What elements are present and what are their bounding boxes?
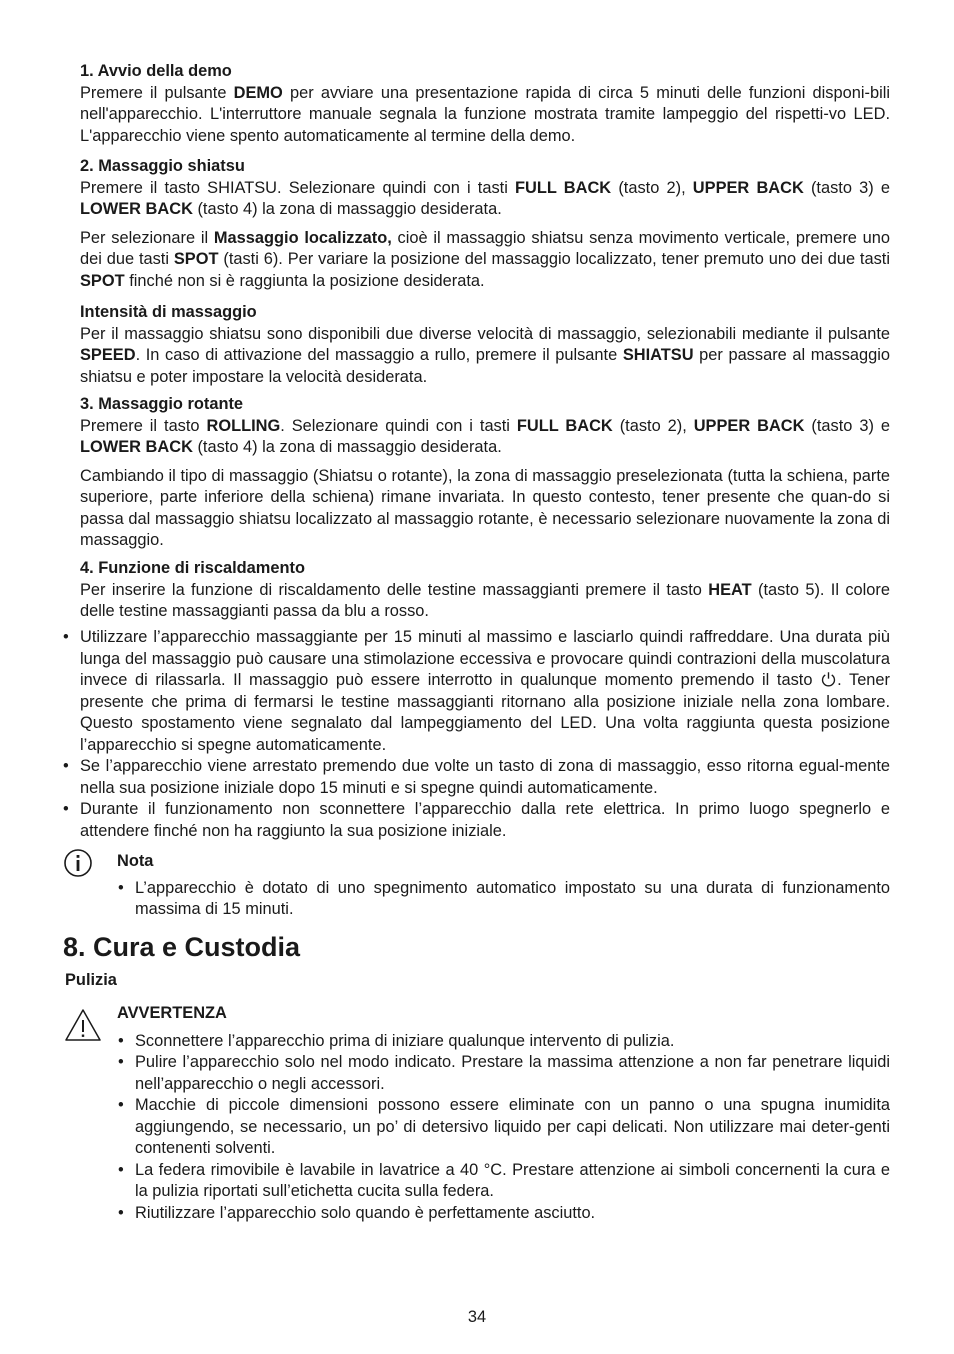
section-demo <box>80 61 890 147</box>
section-subtitle: Pulizia <box>65 971 117 989</box>
list-item: • Pulire l’apparecchio solo nel modo indicato. Prestare la massima attenzione a non far penetrare liquidi nell’apparecchio o negli accessori. <box>135 1052 890 1095</box>
list-item: • Sconnettere l’apparecchio prima di iniziare qualunque intervento di pulizia. <box>135 1031 890 1053</box>
paragraph: Per il massaggio shiatsu sono disponibili due diverse velocità di massaggio, selezionabili mediante il pulsante SPEED. In caso di attivazione del massaggio a rullo, premere il pulsante SHIATSU per passare al massaggio shiatsu e poter impostare la velocità desiderata. <box>80 324 890 386</box>
section-shiatsu <box>80 156 890 292</box>
warning-icon <box>64 1008 102 1042</box>
section-heading: 2. Massaggio shiatsu <box>80 157 245 175</box>
section-intensity <box>80 302 890 388</box>
warning-box <box>117 1003 890 1224</box>
note-box <box>117 851 890 921</box>
list-item: • L’apparecchio è dotato di uno spegnimento automatico impostato su una durata di funzionamento massima di 15 minuti. <box>135 878 890 921</box>
list-item: • Utilizzare l’apparecchio massaggiante per 15 minuti al massimo e lasciarlo quindi raffreddare. Una durata più lunga del massaggio può causare una stimolazione eccessiva e provocare quindi contrazioni della muscolatura invece di rilassarla. Il massaggio può essere interrotto in qualunque momento premendo il tasto . Tener presente che prima di fermarsi le testine massaggianti ritornano alla posizione iniziale nella zona lombare. Questo spostamento viene segnalato dal lampeggiamento del LED. Una volta raggiunta questa posizione l’apparecchio si spegne automaticamente. <box>80 627 890 756</box>
paragraph: Premere il tasto ROLLING. Selezionare quindi con i tasti FULL BACK (tasto 2), UPPER BACK (tasto 3) e LOWER BACK (tasto 4) la zona di massaggio desiderata. <box>80 416 890 456</box>
section-heading: 1. Avvio della demo <box>80 62 232 80</box>
paragraph: Premere il pulsante DEMO per avviare una presentazione rapida di circa 5 minuti delle funzioni disponi-bili nell'apparecchio. L'interruttore manuale segnala la funzione mostrata tramite lampeggio del rispetti-vo LED. L'apparecchio viene spento automaticamente al termine della demo. <box>80 83 890 145</box>
list-item: • La federa rimovibile è lavabile in lavatrice a 40 °C. Prestare attenzione ai simboli concernenti la cura e la pulizia riportati sull’etichetta cucita sulla federa. <box>135 1160 890 1203</box>
section-title: 8. Cura e Custodia <box>63 932 301 962</box>
paragraph: Per selezionare il Massaggio localizzato, cioè il massaggio shiatsu senza movimento verticale, premere uno dei due tasti SPOT (tasti 6). Per variare la posizione del massaggio localizzato, tener premuto uno dei due tasti SPOT finché non si è raggiunta la posizione desiderata. <box>80 228 891 290</box>
section-heading: Intensità di massaggio <box>80 303 257 321</box>
section-heading: 3. Massaggio rotante <box>80 395 244 413</box>
power-icon <box>820 671 837 688</box>
paragraph: Cambiando il tipo di massaggio (Shiatsu o rotante), la zona di massaggio preselezionata (tutta la schiena, parte superiore, parte inferiore della schiena) rimane invariata. In questo contesto, tener presente che quan-do si passa dal massaggio shiatsu localizzato al massaggio rotante, è necessario selezionare nuovamente la zona di massaggio. <box>80 466 890 549</box>
paragraph: Premere il tasto SHIATSU. Selezionare quindi con i tasti FULL BACK (tasto 2), UPPER BACK (tasto 3) e LOWER BACK (tasto 4) la zona di massaggio desiderata. <box>80 178 890 218</box>
section-heat <box>80 558 890 623</box>
list-item: • Se l’apparecchio viene arrestato premendo due volte un tasto di zona di massaggio, esso ritorna egual-mente nella sua posizione iniziale dopo 15 minuti e si spegne quindi automaticamente. <box>80 756 890 799</box>
page-number: 34 <box>467 1308 487 1326</box>
list-item: • Riutilizzare l’apparecchio solo quando è perfettamente asciutto. <box>135 1203 890 1225</box>
list-item: • Macchie di piccole dimensioni possono essere eliminate con un panno o una spugna inumidita aggiungendo, se necessario, un po’ di detersivo liquido per capi delicati. Non utilizzare mai deter-genti contenenti solventi. <box>135 1095 890 1160</box>
warning-heading: AVVERTENZA <box>117 1004 227 1022</box>
note-heading: Nota <box>117 852 154 870</box>
list-item: • Durante il funzionamento non sconnettere l’apparecchio dalla rete elettrica. In primo luogo spegnerlo e attendere finché non ha raggiunto la sua posizione iniziale. <box>80 799 890 842</box>
usage-bullet-list <box>80 627 890 842</box>
section-heading: 4. Funzione di riscaldamento <box>80 559 305 577</box>
section-rolling <box>80 394 890 552</box>
info-icon <box>63 848 93 878</box>
paragraph: Per inserire la funzione di riscaldamento delle testine massaggianti premere il tasto HEAT (tasto 5). Il colore delle testine massaggianti passa da blu a rosso. <box>80 580 890 620</box>
